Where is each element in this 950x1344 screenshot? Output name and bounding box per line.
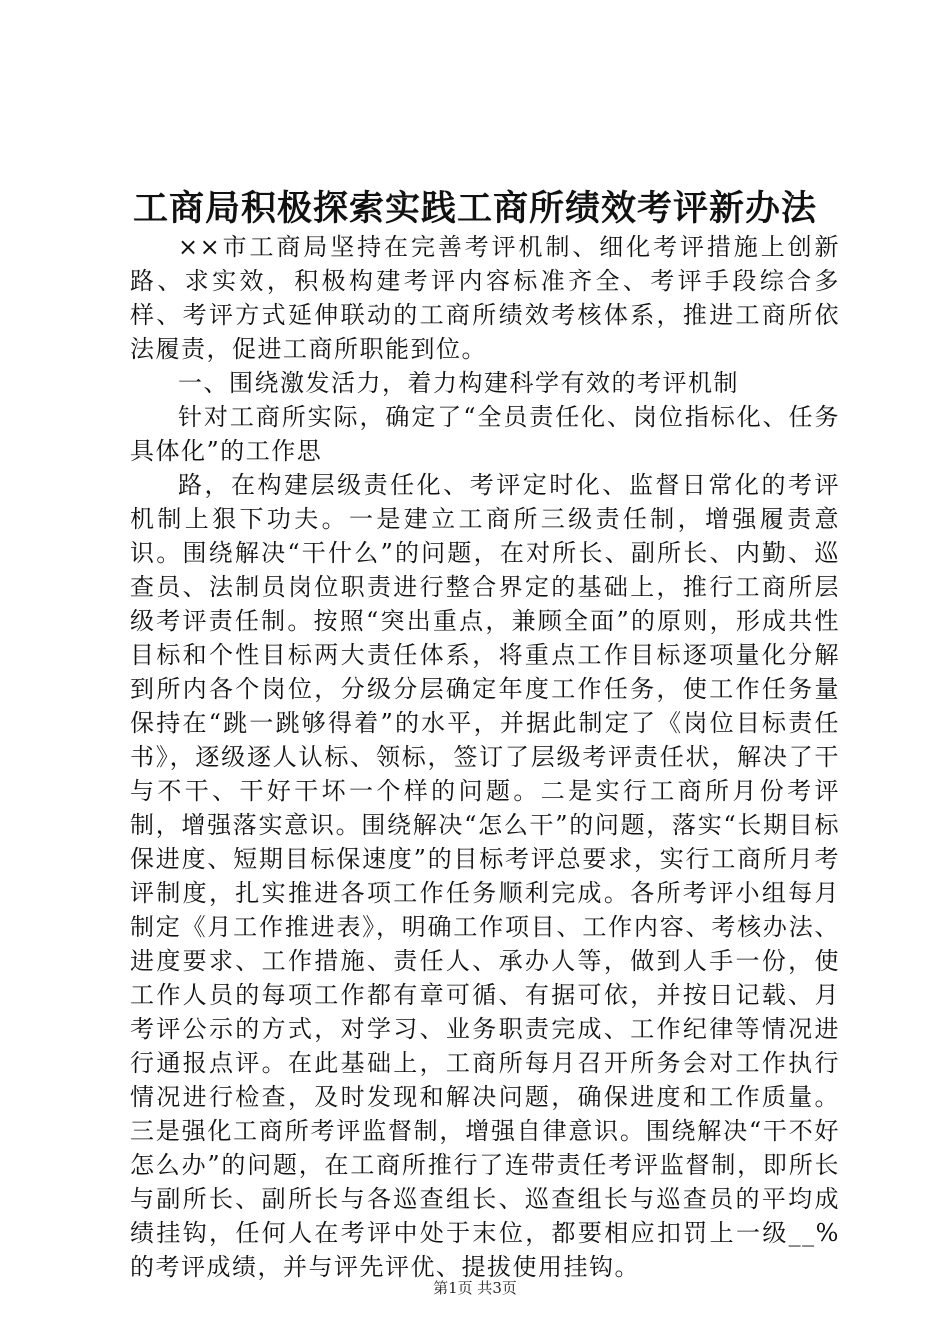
body-paragraph: 针对工商所实际，确定了“全员责任化、岗位指标化、任务具体化”的工作思 [130,403,840,465]
document-body [130,230,840,1284]
intro-paragraph: ××市工商局坚持在完善考评机制、细化考评措施上创新路、求实效，积极构建考评内容标准齐全、考评手段综合多样、考评方式延伸联动的工商所绩效考核体系，推进工商所依法履责，促进工商所职能到位。 [130,233,840,363]
page-number: 第1页 共3页 [433,1279,517,1297]
body-paragraph: 路，在构建层级责任化、考评定时化、监督日常化的考评机制上狠下功夫。一是建立工商所三级责任制，增强履责意识。围绕解决“干什么”的问题，在对所长、副所长、内勤、巡查员、法制员岗位职责进行整合界定的基础上，推行工商所层级考评责任制。按照“突出重点，兼顾全面”的原则，形成共性目标和个性目标两大责任体系，将重点工作目标逐项量化分解到所内各个岗位，分级分层确定年度工作任务，使工作任务量保持在“跳一跳够得着”的水平，并据此制定了《岗位目标责任书》，逐级逐人认标、领标，签订了层级考评责任状，解决了干与不干、干好干坏一个样的问题。二是实行工商所月份考评制，增强落实意识。围绕解决“怎么干”的问题，落实“长期目标保进度、短期目标保速度”的目标考评总要求，实行工商所月考评制度，扎实推进各项工作任务顺利完成。各所考评小组每月制定《月工作推进表》，明确工作项目、工作内容、考核办法、进度要求、工作措施、责任人、承办人等，做到人手一份，使工作人员的每项工作都有章可循、有据可依，并按日记载、月考评公示的方式，对学习、业务职责完成、工作纪律等情况进行通报点评。在此基础上，工商所每月召开所务会对工作执行情况进行检查，及时发现和解决问题，确保进度和工作质量。三是强化工商所考评监督制，增强自律意识。围绕解决“干不好怎么办”的问题，在工商所推行了连带责任考评监督制，即所长与副所长、副所长与各巡查组长、巡查组长与巡查员的平均成绩挂钩，任何人在考评中处于末位，都要相应扣罚上一级__%的考评成绩，并与评先评优、提拔使用挂钩。 [130,471,840,1281]
document-title: 工商局积极探索实践工商所绩效考评新办法 [132,188,817,229]
section-heading: 一、围绕激发活力，着力构建科学有效的考评机制 [178,369,739,397]
